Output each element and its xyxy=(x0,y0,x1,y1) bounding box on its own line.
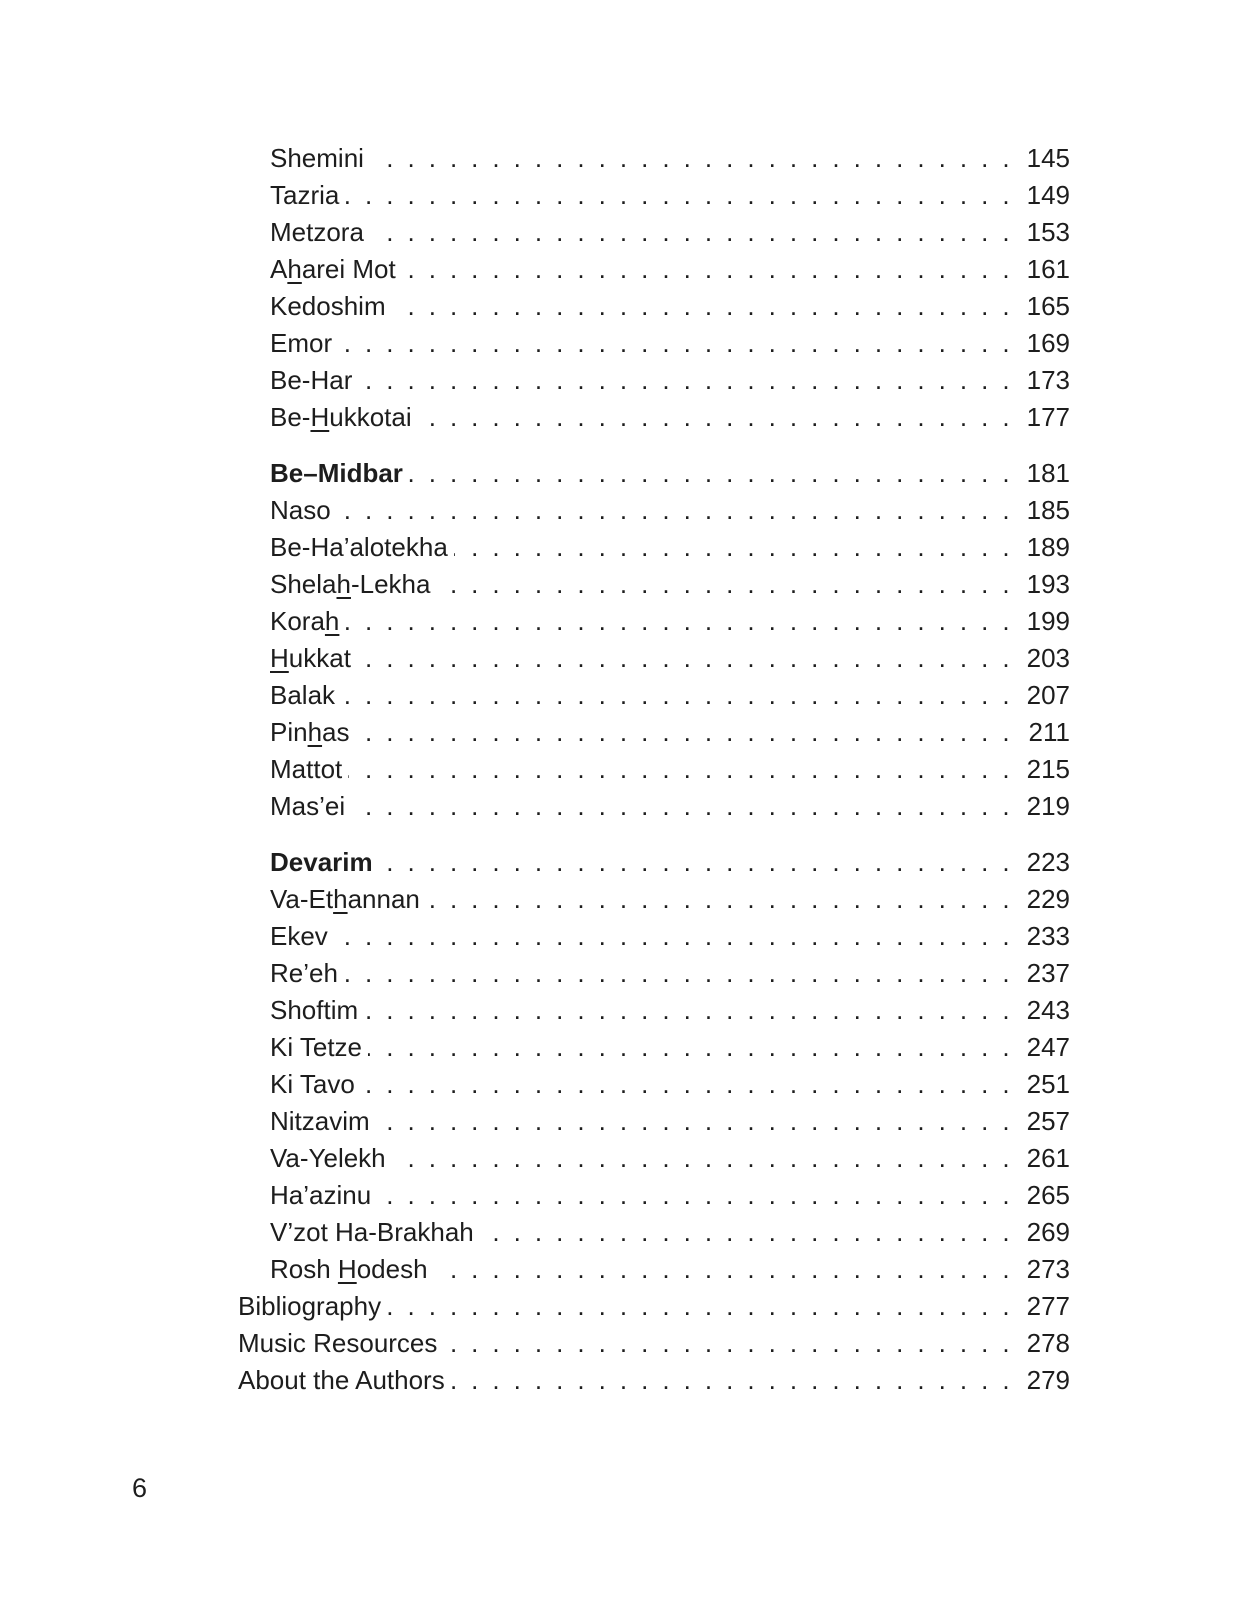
dot-leader xyxy=(402,251,1013,288)
toc-entry-label: Emor xyxy=(270,328,333,358)
toc-entry xyxy=(238,566,1070,603)
toc-entry-page: 233 xyxy=(1026,921,1070,951)
dot-leader xyxy=(480,1214,1013,1251)
toc-entry xyxy=(238,529,1070,566)
toc-entry xyxy=(238,1325,1070,1362)
toc-entry-page: 161 xyxy=(1026,254,1070,284)
dot-leader xyxy=(451,1362,1013,1399)
toc-entry-page: 173 xyxy=(1026,365,1070,395)
toc-entry-page: 189 xyxy=(1026,532,1070,562)
dot-leader xyxy=(426,881,1013,918)
toc-entry xyxy=(238,751,1070,788)
toc-entry xyxy=(238,714,1070,751)
dot-leader xyxy=(436,566,1013,603)
toc-entry-page: 257 xyxy=(1026,1106,1070,1136)
toc-entry-page: 247 xyxy=(1026,1032,1070,1062)
dot-leader xyxy=(345,603,1013,640)
toc-entry-label: Mattot xyxy=(270,754,343,784)
toc-entry-page: 207 xyxy=(1026,680,1070,710)
toc-entry xyxy=(238,955,1070,992)
dot-leader xyxy=(344,955,1013,992)
toc-section-label: Devarim xyxy=(270,847,373,877)
dot-leader xyxy=(368,1029,1013,1066)
toc-entry xyxy=(238,788,1070,825)
toc-entry-page: 181 xyxy=(1026,458,1070,488)
dot-leader xyxy=(370,214,1013,251)
toc-entry xyxy=(238,1251,1070,1288)
toc-entry xyxy=(238,251,1070,288)
toc-section-row xyxy=(238,455,1070,492)
toc-entry xyxy=(238,214,1070,251)
toc-entry-label: About the Authors xyxy=(238,1365,445,1395)
toc-section-label: Be–Midbar xyxy=(270,458,403,488)
dot-leader xyxy=(345,177,1013,214)
dot-leader xyxy=(434,1251,1013,1288)
toc-entry-label: Shemini xyxy=(270,143,364,173)
toc-entry xyxy=(238,140,1070,177)
toc-entry-page: 203 xyxy=(1026,643,1070,673)
toc-entry-label: Be-Har xyxy=(270,365,353,395)
toc-entry xyxy=(238,177,1070,214)
toc-entry-label: Be-Ha’alotekha xyxy=(270,532,448,562)
toc-entry-page: 243 xyxy=(1026,995,1070,1025)
toc-entry-label: V’zot Ha-Brakhah xyxy=(270,1217,474,1247)
toc-entry-page: 199 xyxy=(1026,606,1070,636)
dot-leader xyxy=(348,751,1013,788)
dot-leader xyxy=(443,1325,1013,1362)
dot-leader xyxy=(370,140,1013,177)
toc-entry-page: 145 xyxy=(1026,143,1070,173)
dot-leader xyxy=(392,1140,1013,1177)
dot-leader xyxy=(387,1288,1013,1325)
toc-entry-label: Pinhas xyxy=(270,717,350,747)
toc-entry xyxy=(238,881,1070,918)
toc-entry xyxy=(238,918,1070,955)
toc-entry-label: Va-Ethannan xyxy=(270,884,420,914)
toc-entry-page: 273 xyxy=(1026,1254,1070,1284)
toc-entry xyxy=(238,1362,1070,1399)
dot-leader xyxy=(338,325,1013,362)
toc-entry-label: Mas’ei xyxy=(270,791,346,821)
toc-entry-label: Hukkat xyxy=(270,643,351,673)
toc-entry-page: 269 xyxy=(1026,1217,1070,1247)
toc-entry-label: Va-Yelekh xyxy=(270,1143,386,1173)
dot-leader xyxy=(409,455,1013,492)
toc-entry-label: Shelah-Lekha xyxy=(270,569,431,599)
toc-entry-label: Nitzavim xyxy=(270,1106,370,1136)
dot-leader xyxy=(377,1177,1013,1214)
toc-entry xyxy=(238,1140,1070,1177)
dot-leader xyxy=(454,529,1013,566)
dot-leader xyxy=(376,1103,1013,1140)
toc-entry xyxy=(238,325,1070,362)
toc-entry-page: 149 xyxy=(1026,180,1070,210)
toc-entry-page: 237 xyxy=(1026,958,1070,988)
toc-entry-page: 185 xyxy=(1026,495,1070,525)
dot-leader xyxy=(337,492,1013,529)
toc-entry-label: Metzora xyxy=(270,217,364,247)
toc-entry-label: Rosh Hodesh xyxy=(270,1254,428,1284)
toc-entry-page: 265 xyxy=(1026,1180,1070,1210)
toc-entry-page: 219 xyxy=(1026,791,1070,821)
toc-section-row xyxy=(238,844,1070,881)
toc-list xyxy=(238,140,1070,1399)
dot-leader xyxy=(356,714,1013,751)
toc-entry-page: 193 xyxy=(1026,569,1070,599)
toc-entry-page: 279 xyxy=(1026,1365,1070,1395)
toc-entry-page: 169 xyxy=(1026,328,1070,358)
toc-entry-page: 165 xyxy=(1026,291,1070,321)
toc-entry-label: Kedoshim xyxy=(270,291,386,321)
toc-entry xyxy=(238,1288,1070,1325)
toc-entry xyxy=(238,1177,1070,1214)
toc-entry xyxy=(238,1066,1070,1103)
toc-entry-label: Ekev xyxy=(270,921,328,951)
dot-leader xyxy=(418,399,1013,436)
toc-entry xyxy=(238,362,1070,399)
dot-leader xyxy=(392,288,1013,325)
toc-entry xyxy=(238,288,1070,325)
dot-leader xyxy=(357,640,1013,677)
dot-leader xyxy=(379,844,1013,881)
toc-entry-label: Music Resources xyxy=(238,1328,438,1358)
dot-leader xyxy=(361,1066,1013,1103)
dot-leader xyxy=(364,992,1013,1029)
toc-entry-label: Re’eh xyxy=(270,958,338,988)
toc-entry-page: 277 xyxy=(1026,1291,1070,1321)
dot-leader xyxy=(358,362,1013,399)
toc-entry-page: 211 xyxy=(1028,717,1070,747)
toc-entry-page: 153 xyxy=(1026,217,1070,247)
toc-entry-label: Be-Hukkotai xyxy=(270,402,412,432)
toc-entry xyxy=(238,1214,1070,1251)
toc-entry xyxy=(238,1103,1070,1140)
toc-entry-label: Ki Tetze xyxy=(270,1032,363,1062)
toc-entry-label: Bibliography xyxy=(238,1291,382,1321)
toc-entry-label: Balak xyxy=(270,680,336,710)
toc-entry-label: Tazria xyxy=(270,180,340,210)
toc-entry-label: Ha’azinu xyxy=(270,1180,372,1210)
toc-entry-label: Shoftim xyxy=(270,995,359,1025)
toc-entry xyxy=(238,399,1070,436)
toc-entry-label: Aharei Mot xyxy=(270,254,396,284)
toc-entry-page: 261 xyxy=(1026,1143,1070,1173)
toc-entry-page: 278 xyxy=(1026,1328,1070,1358)
toc-entry-page: 177 xyxy=(1026,402,1070,432)
toc-entry-label: Ki Tavo xyxy=(270,1069,355,1099)
toc-entry xyxy=(238,992,1070,1029)
toc-entry-page: 223 xyxy=(1026,847,1070,877)
toc-entry xyxy=(238,677,1070,714)
dot-leader xyxy=(334,918,1013,955)
toc-entry-label: Korah xyxy=(270,606,340,636)
toc-entry-page: 229 xyxy=(1026,884,1070,914)
page-number: 6 xyxy=(132,1473,148,1503)
toc-entry xyxy=(238,492,1070,529)
toc-entry-page: 251 xyxy=(1026,1069,1070,1099)
toc-entry xyxy=(238,1029,1070,1066)
toc-entry xyxy=(238,640,1070,677)
toc-entry xyxy=(238,603,1070,640)
dot-leader xyxy=(351,788,1013,825)
toc-entry-label: Naso xyxy=(270,495,331,525)
toc-entry-page: 215 xyxy=(1026,754,1070,784)
dot-leader xyxy=(341,677,1013,714)
